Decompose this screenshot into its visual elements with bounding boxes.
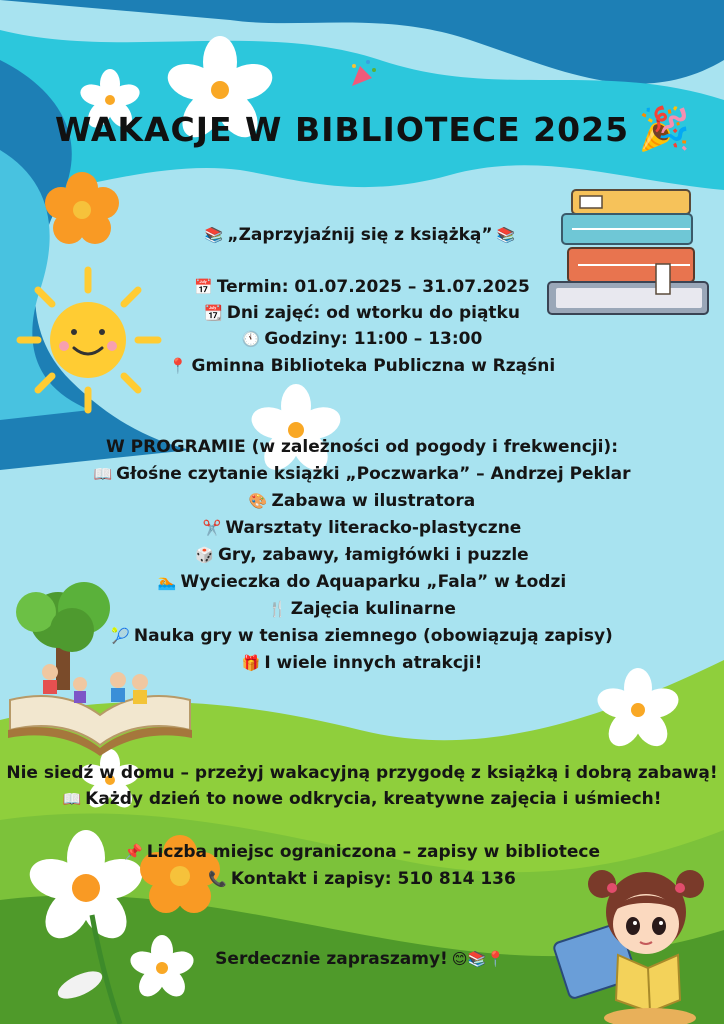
program-item: [0, 625, 724, 647]
pushpin-icon: 📌: [124, 843, 143, 861]
cutlery-icon: 🍴: [268, 600, 287, 618]
place-text: Gminna Biblioteka Publiczna w Rząśni: [191, 356, 556, 376]
tennis-ball-icon: 🎾: [111, 627, 130, 645]
program-heading: W PROGRAMIE (w zależności od pogody i frekwencji):: [105, 437, 618, 457]
scissors-icon: ✂️: [202, 519, 222, 537]
open-book-icon: 📖: [93, 465, 113, 483]
slogan-line: [0, 224, 724, 246]
program-item: [0, 544, 724, 566]
contact-text: Kontakt i zapisy: 510 814 136: [230, 869, 516, 889]
phone-icon: 📞: [208, 870, 227, 888]
program-item-text: Zabawa w ilustratora: [271, 491, 476, 511]
term-line: [0, 276, 724, 298]
closing-line-2: [0, 788, 724, 810]
calendar-icon: 📆: [204, 304, 223, 322]
program-item: [0, 571, 724, 593]
books-icon: 📚: [496, 226, 516, 244]
closing-line-1: Nie siedź w domu – przeżyj wakacyjną przygodę z książką i dobrą zabawą!: [6, 763, 718, 783]
program-item: [0, 598, 724, 620]
books-icon: 📚: [204, 226, 224, 244]
limit-text: Liczba miejsc ograniczona – zapisy w bibliotece: [146, 842, 600, 862]
invite-line: [0, 948, 724, 970]
contact-line: [0, 868, 724, 890]
closing-line-2-text: Każdy dzień to nowe odkrycia, kreatywne zajęcia i uśmiech!: [85, 789, 662, 809]
place-line: [0, 355, 724, 377]
party-popper-icon: 🎉: [638, 104, 691, 153]
days-line: [0, 302, 724, 324]
program-item-text: Głośne czytanie książki „Poczwarka” – Andrzej Peklar: [116, 464, 631, 484]
slogan-text: „Zaprzyjaźnij się z książką”: [227, 225, 493, 245]
program-item-text: Wycieczka do Aquaparku „Fala” w Łodzi: [180, 572, 567, 592]
program-item: [0, 490, 724, 512]
program-item-text: Nauka gry w tenisa ziemnego (obowiązują zapisy): [133, 626, 613, 646]
hours-line: [0, 328, 724, 350]
swimmer-icon: 🏊: [157, 573, 177, 591]
gift-icon: 🎁: [241, 654, 261, 672]
program-item-text: I wiele innych atrakcji!: [264, 653, 483, 673]
days-text: Dni zajęć: od wtorku do piątku: [226, 303, 520, 323]
smile-books-pin-icons: 😊📚📍: [451, 950, 505, 968]
invite-text: Serdecznie zapraszamy!: [215, 949, 448, 969]
limit-line: [0, 841, 724, 863]
dice-icon: 🎲: [195, 546, 214, 564]
term-text: Termin: 01.07.2025 – 31.07.2025: [216, 277, 530, 297]
hours-text: Godziny: 11:00 – 13:00: [264, 329, 483, 349]
program-item: [0, 517, 724, 539]
program-item-text: Gry, zabawy, łamigłówki i puzzle: [217, 545, 529, 565]
program-item-text: Warsztaty literacko-plastyczne: [225, 518, 522, 538]
program-item: [0, 463, 724, 485]
palette-icon: 🎨: [248, 492, 268, 510]
program-item-text: Zajęcia kulinarne: [290, 599, 456, 619]
clock-icon: 🕚: [241, 330, 261, 348]
page-title: WAKACJE W BIBLIOTECE 2025: [54, 110, 630, 149]
open-book-icon: 📖: [62, 790, 82, 808]
program-item: [0, 652, 724, 674]
pin-icon: 📍: [168, 357, 188, 375]
calendar-icon: 📅: [194, 278, 213, 296]
